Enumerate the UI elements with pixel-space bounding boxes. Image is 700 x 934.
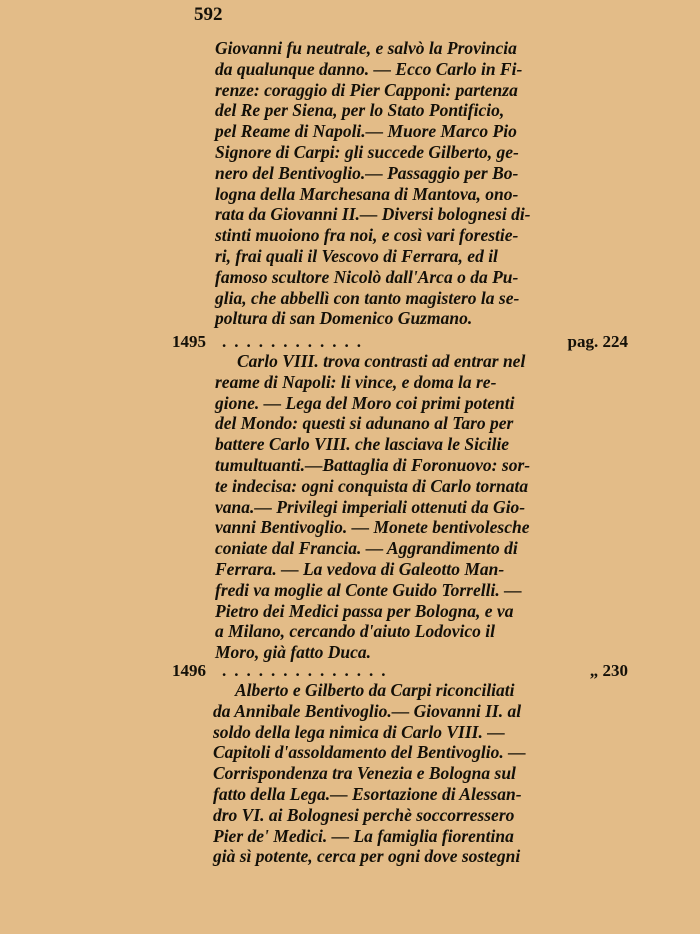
- page-number: 592: [194, 4, 223, 25]
- text-line: glia, che abbellì con tanto magistero la se-: [215, 287, 520, 308]
- text-line: del Re per Siena, per lo Stato Pontificio,: [215, 100, 505, 121]
- text-line: Ferrara. — La vedova di Galeotto Man-: [215, 559, 505, 579]
- text-line: dro VI. ai Bolognesi perchè soccorressero: [213, 804, 515, 825]
- entry-year: 1495: [172, 332, 206, 351]
- page-reference: „ 230: [589, 661, 628, 680]
- text-line: Moro, già fatto Duca.: [215, 642, 372, 663]
- leader-dots: ............: [222, 332, 369, 351]
- text-line: Pietro dei Medici passa per Bologna, e va: [215, 600, 514, 621]
- text-line: poltura di san Domenico Guzmano.: [215, 308, 473, 329]
- text-line: famoso scultore Nicolò dall'Arca o da Pu-: [215, 266, 519, 287]
- text-line: reame di Napoli: li vince, e doma la re-: [215, 371, 497, 392]
- entry-year: 1496: [172, 661, 206, 680]
- text-line: Signore di Carpi: gli succede Gilberto, ge-: [215, 142, 519, 162]
- text-line: Carlo VIII. trova contrasti ad entrar nel: [237, 351, 526, 371]
- text-line: a Milano, cercando d'aiuto Lodovico il: [215, 621, 495, 642]
- text-line: stinti muoiono fra noi, e così vari forestie-: [215, 225, 519, 246]
- text-line: Capitoli d'assoldamento del Bentivoglio. —: [213, 742, 526, 763]
- text-line: pel Reame di Napoli.— Muore Marco Pio: [215, 121, 517, 142]
- leader-dots: ..............: [222, 661, 394, 680]
- page-reference: pag. 224: [567, 332, 628, 351]
- text-line: coniate dal Francia. — Aggrandimento di: [215, 538, 518, 559]
- text-line: rata da Giovanni II.— Diversi bolognesi di-: [215, 204, 531, 225]
- text-line: logna della Marchesana di Mantova, ono-: [215, 183, 519, 204]
- text-line: battere Carlo VIII. che lasciava le Sicilie: [215, 434, 510, 455]
- text-line: già sì potente, cerca per ogni dove sostegni: [213, 846, 521, 867]
- text-line: tumultuanti.—Battaglia di Foronuovo: sor-: [215, 455, 531, 475]
- text-line: Corrispondenza tra Venezia e Bologna sul: [213, 763, 516, 784]
- text-line: vanni Bentivoglio. — Monete bentivolesche: [215, 517, 530, 538]
- text-line: del Mondo: questi si adunano al Taro per: [215, 413, 514, 434]
- text-line: da qualunque danno. — Ecco Carlo in Fi-: [215, 58, 523, 79]
- text-line: da Annibale Bentivoglio.— Giovanni II. al: [213, 700, 522, 721]
- text-line: vana.— Privilegi imperiali ottenuti da Gio-: [215, 496, 526, 517]
- text-line: Pier de' Medici. — La famiglia fiorentina: [213, 825, 514, 846]
- text-line: soldo della lega nimica di Carlo VIII. —: [213, 721, 505, 742]
- text-line: ri, frai quali il Vescovo di Ferrara, ed il: [215, 246, 498, 266]
- text-line: renze: coraggio di Pier Capponi: partenza: [215, 79, 518, 100]
- text-line: nero del Bentivoglio.— Passaggio per Bo-: [215, 162, 519, 183]
- text-line: fatto della Lega.— Esortazione di Alessan-: [213, 784, 522, 804]
- text-line: gione. — Lega del Moro coi primi potenti: [215, 392, 515, 413]
- text-line: Alberto e Gilberto da Carpi riconciliati: [235, 680, 515, 700]
- text-line: fredi va moglie al Conte Guido Torrelli. —: [215, 579, 522, 600]
- text-line: Giovanni fu neutrale, e salvò la Provincia: [215, 38, 517, 58]
- text-line: te indecisa: ogni conquista di Carlo tornata: [215, 475, 529, 496]
